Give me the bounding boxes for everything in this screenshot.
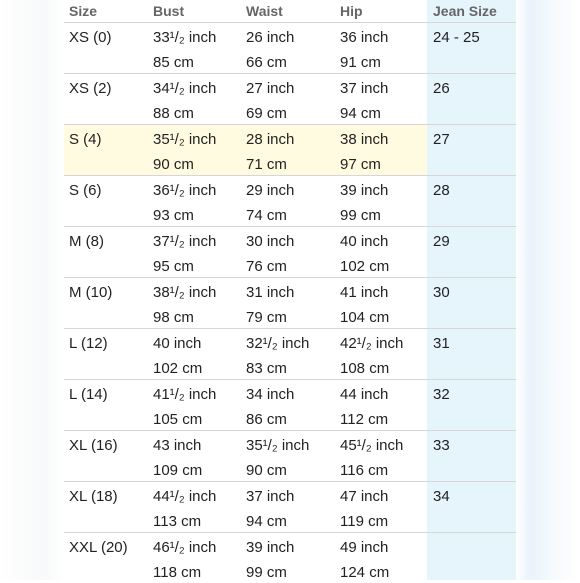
size-cell-inch: S (4) bbox=[69, 131, 102, 148]
waist-cell-inch: 31 inch bbox=[246, 284, 295, 301]
bust-cell-cm: 93 cm bbox=[153, 207, 194, 224]
waist-cell-cm: 74 cm bbox=[246, 207, 287, 224]
bust-cell-inch: 41¹/₂ inch bbox=[153, 386, 217, 403]
waist-cell-cm: 86 cm bbox=[246, 411, 287, 428]
table-row bbox=[64, 73, 516, 124]
waist-cell-inch: 34 inch bbox=[246, 386, 295, 403]
table-row bbox=[64, 175, 516, 226]
waist-cell-inch: 29 inch bbox=[246, 182, 295, 199]
hip-cell-cm: 124 cm bbox=[340, 564, 390, 581]
bust-cell-cm: 90 cm bbox=[153, 156, 194, 173]
header-hip: Hip bbox=[340, 3, 363, 19]
bust-cell-inch: 38¹/₂ inch bbox=[153, 284, 217, 301]
header-jean-size: Jean Size bbox=[433, 3, 497, 19]
table-row bbox=[64, 481, 516, 532]
hip-cell-cm: 119 cm bbox=[340, 513, 389, 530]
waist-cell-inch: 28 inch bbox=[246, 131, 295, 148]
bust-cell-cm: 98 cm bbox=[153, 309, 194, 326]
header-size: Size bbox=[69, 3, 98, 19]
size-cell-inch: L (12) bbox=[69, 335, 108, 352]
jean-size-cell-inch: 26 bbox=[433, 80, 450, 97]
size-cell-inch: XL (18) bbox=[69, 488, 118, 505]
table-row bbox=[64, 532, 516, 583]
size-cell-inch: XL (16) bbox=[69, 437, 118, 454]
hip-cell-cm: 99 cm bbox=[340, 207, 381, 224]
bust-cell-cm: 88 cm bbox=[153, 105, 194, 122]
hip-cell-inch: 41 inch bbox=[340, 284, 389, 301]
waist-cell-inch: 32¹/₂ inch bbox=[246, 335, 310, 352]
jean-size-cell-inch: 30 bbox=[433, 284, 450, 301]
table-row bbox=[64, 124, 516, 175]
table-row bbox=[64, 226, 516, 277]
hip-cell-cm: 104 cm bbox=[340, 309, 390, 326]
jean-size-cell-inch: 29 bbox=[433, 233, 450, 250]
waist-cell-inch: 39 inch bbox=[246, 539, 295, 556]
waist-cell-cm: 79 cm bbox=[246, 309, 287, 326]
bust-cell-inch: 34¹/₂ inch bbox=[153, 80, 217, 97]
hip-cell-cm: 116 cm bbox=[340, 462, 389, 479]
table-row bbox=[64, 328, 516, 379]
table-row bbox=[64, 379, 516, 430]
hip-cell-inch: 44 inch bbox=[340, 386, 389, 403]
hip-cell-cm: 108 cm bbox=[340, 360, 390, 377]
bust-cell-inch: 33¹/₂ inch bbox=[153, 29, 217, 46]
size-cell-inch: XXL (20) bbox=[69, 539, 128, 556]
size-cell-inch: XS (2) bbox=[69, 80, 112, 97]
left-margin bbox=[0, 0, 64, 580]
hip-cell-cm: 97 cm bbox=[340, 156, 381, 173]
waist-cell-cm: 76 cm bbox=[246, 258, 287, 275]
waist-cell-cm: 83 cm bbox=[246, 360, 287, 377]
hip-cell-inch: 49 inch bbox=[340, 539, 389, 556]
bust-cell-cm: 105 cm bbox=[153, 411, 203, 428]
waist-cell-inch: 37 inch bbox=[246, 488, 295, 505]
header-waist: Waist bbox=[246, 3, 283, 19]
bust-cell-cm: 113 cm bbox=[153, 513, 202, 530]
hip-cell-cm: 94 cm bbox=[340, 105, 381, 122]
waist-cell-cm: 66 cm bbox=[246, 54, 287, 71]
bust-cell-inch: 46¹/₂ inch bbox=[153, 539, 217, 556]
hip-cell-inch: 42¹/₂ inch bbox=[340, 335, 404, 352]
hip-cell-cm: 91 cm bbox=[340, 54, 381, 71]
table-header bbox=[64, 0, 516, 22]
hip-cell-inch: 38 inch bbox=[340, 131, 389, 148]
hip-cell-inch: 40 inch bbox=[340, 233, 389, 250]
hip-cell-cm: 112 cm bbox=[340, 411, 389, 428]
hip-cell-inch: 36 inch bbox=[340, 29, 389, 46]
hip-cell-cm: 102 cm bbox=[340, 258, 390, 275]
bust-cell-inch: 43 inch bbox=[153, 437, 202, 454]
bust-cell-cm: 85 cm bbox=[153, 54, 194, 71]
waist-cell-cm: 99 cm bbox=[246, 564, 287, 581]
waist-cell-cm: 94 cm bbox=[246, 513, 287, 530]
right-margin bbox=[516, 0, 580, 580]
jean-size-cell-inch: 33 bbox=[433, 437, 450, 454]
table-row bbox=[64, 277, 516, 328]
size-cell-inch: L (14) bbox=[69, 386, 108, 403]
header-bust: Bust bbox=[153, 3, 185, 19]
jean-size-cell-inch: 34 bbox=[433, 488, 450, 505]
size-cell-inch: S (6) bbox=[69, 182, 102, 199]
jean-size-cell-inch: 32 bbox=[433, 386, 450, 403]
waist-cell-inch: 26 inch bbox=[246, 29, 295, 46]
waist-cell-cm: 90 cm bbox=[246, 462, 287, 479]
size-cell-inch: M (8) bbox=[69, 233, 104, 250]
bust-cell-inch: 35¹/₂ inch bbox=[153, 131, 217, 148]
bust-cell-inch: 44¹/₂ inch bbox=[153, 488, 217, 505]
waist-cell-cm: 69 cm bbox=[246, 105, 287, 122]
waist-cell-inch: 27 inch bbox=[246, 80, 295, 97]
size-cell-inch: XS (0) bbox=[69, 29, 112, 46]
hip-cell-inch: 47 inch bbox=[340, 488, 389, 505]
bust-cell-cm: 118 cm bbox=[153, 564, 202, 581]
jean-size-cell-inch: 27 bbox=[433, 131, 450, 148]
jean-size-cell-inch: 24 - 25 bbox=[433, 29, 480, 46]
waist-cell-cm: 71 cm bbox=[246, 156, 287, 173]
jean-size-cell-inch: 31 bbox=[433, 335, 450, 352]
hip-cell-inch: 45¹/₂ inch bbox=[340, 437, 404, 454]
size-chart-table bbox=[64, 0, 516, 580]
bust-cell-cm: 102 cm bbox=[153, 360, 203, 377]
bust-cell-cm: 109 cm bbox=[153, 462, 203, 479]
bust-cell-inch: 36¹/₂ inch bbox=[153, 182, 217, 199]
bust-cell-inch: 37¹/₂ inch bbox=[153, 233, 217, 250]
bust-cell-inch: 40 inch bbox=[153, 335, 202, 352]
table-row bbox=[64, 430, 516, 481]
hip-cell-inch: 37 inch bbox=[340, 80, 389, 97]
jean-size-cell-inch: 28 bbox=[433, 182, 450, 199]
hip-cell-inch: 39 inch bbox=[340, 182, 389, 199]
table-row bbox=[64, 22, 516, 73]
waist-cell-inch: 35¹/₂ inch bbox=[246, 437, 310, 454]
size-cell-inch: M (10) bbox=[69, 284, 113, 301]
bust-cell-cm: 95 cm bbox=[153, 258, 194, 275]
waist-cell-inch: 30 inch bbox=[246, 233, 295, 250]
